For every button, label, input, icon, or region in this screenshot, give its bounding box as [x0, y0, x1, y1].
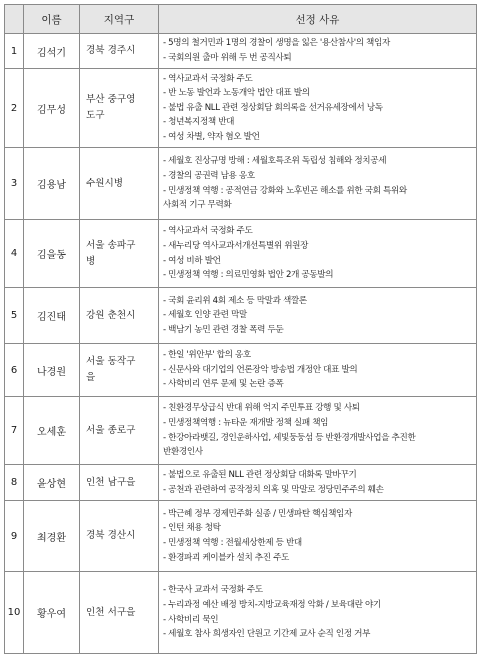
selection-table — [4, 4, 477, 654]
reason-line: - 국회의원 출마 위해 두 번 공직사퇴 — [163, 53, 292, 63]
header-number — [5, 5, 24, 34]
reason-line: - 인턴 채용 청탁 — [163, 523, 221, 534]
district: 인천 서구을 — [80, 572, 159, 654]
selection-reasons — [159, 344, 477, 397]
reason-line: - 한국사 교과서 국정화 주도 — [163, 585, 263, 596]
reason-line: - 국회 윤리위 4회 제소 등 막말과 색깔론 — [163, 295, 307, 306]
header-row — [5, 5, 477, 34]
legislator-name: 황우여 — [24, 572, 80, 654]
table-row — [5, 344, 477, 397]
reason-line: - 한강아라뱃길, 경인운하사업, 세빛둥둥섬 등 반환경개발사업을 추진한 — [163, 432, 416, 443]
reason-line: - 한일 '위안부' 합의 옹호 — [163, 350, 251, 361]
reason-line: - 환경파괴 케이블카 설치 추진 주도 — [163, 552, 289, 563]
reason-line: - 세월호 진상규명 방해 : 세월호특조위 독립성 침해와 정치공세 — [163, 156, 387, 167]
legislator-name: 오세훈 — [24, 397, 80, 465]
table-row — [5, 465, 477, 501]
reason-line: - 새누리당 역사교과서개선특별위 위원장 — [163, 240, 309, 251]
reason-line: 사회적 기구 무력화 — [163, 200, 232, 211]
header-region: 지역구 — [80, 5, 159, 34]
legislator-name: 김용남 — [24, 148, 80, 220]
reason-line: - 여성 차별, 약자 혐오 발언 — [163, 131, 260, 142]
selection-reasons — [159, 465, 477, 501]
table-row — [5, 34, 477, 69]
reason-line: - 역사교과서 국정화 주도 — [163, 73, 253, 84]
legislator-name: 나경원 — [24, 344, 80, 397]
row-number: 8 — [5, 465, 24, 501]
district: 서울 동작구을 — [80, 344, 159, 397]
reason-line: - 누리과정 예산 배정 방치-지방교육재정 악화 / 보육대란 야기 — [163, 599, 381, 610]
header-name: 이름 — [24, 5, 80, 34]
row-number: 1 — [5, 34, 24, 69]
district: 부산 중구영도구 — [80, 69, 159, 148]
district: 서울 종로구 — [80, 397, 159, 465]
table-row — [5, 572, 477, 654]
selection-reasons — [159, 501, 477, 572]
reason-line: - 세월호 참사 희생자인 단원고 기간제 교사 순직 인정 거부 — [163, 629, 371, 640]
reason-line: - 5명의 철거민과 1명의 경찰이 생명을 잃은 '용산참사'의 책임자 — [163, 38, 390, 49]
table-row — [5, 288, 477, 344]
table-row — [5, 501, 477, 572]
row-number: 9 — [5, 501, 24, 572]
selection-reasons — [159, 69, 477, 148]
selection-reasons — [159, 397, 477, 465]
row-number: 4 — [5, 220, 24, 288]
reason-line: - 여성 비하 발언 — [163, 255, 221, 266]
table-row — [5, 148, 477, 220]
legislator-name: 최경환 — [24, 501, 80, 572]
reason-line: - 불법 유출 NLL 관련 정상회담 회의록을 선거유세장에서 낭독 — [163, 102, 383, 113]
legislator-name: 김무성 — [24, 69, 80, 148]
reason-line: - 세월호 인양 관련 막말 — [163, 310, 247, 321]
reason-line: - 민생정책 역행 : 공적연금 강화와 노후빈곤 해소를 위한 국회 특위와 — [163, 185, 407, 196]
legislator-name: 윤상현 — [24, 465, 80, 501]
selection-reasons — [159, 288, 477, 344]
district: 경북 경주시 — [80, 34, 159, 69]
reason-line: - 사학비리 묵인 — [163, 614, 219, 625]
reason-line: - 신문사와 대기업의 언론장악 방송법 개정안 대표 발의 — [163, 364, 358, 375]
reason-line: - 청년복지정책 반대 — [163, 117, 235, 128]
reason-line: - 민생정책 역행 : 전월세상한제 등 반대 — [163, 538, 302, 548]
legislator-name: 김석기 — [24, 34, 80, 69]
row-number: 3 — [5, 148, 24, 220]
district: 경북 경산시 — [80, 501, 159, 572]
selection-reasons — [159, 148, 477, 220]
row-number: 10 — [5, 572, 24, 654]
row-number: 7 — [5, 397, 24, 465]
table-row — [5, 220, 477, 288]
legislator-name: 김을동 — [24, 220, 80, 288]
page — [4, 4, 476, 654]
selection-reasons — [159, 34, 477, 69]
header-reasons: 선정 사유 — [159, 5, 477, 34]
selection-reasons — [159, 220, 477, 288]
row-number: 5 — [5, 288, 24, 344]
row-number: 6 — [5, 344, 24, 397]
reason-line: - 사학비리 연루 문제 및 논란 증폭 — [163, 379, 284, 390]
reason-line: - 불법으로 유출된 NLL 관련 정상회담 대화록 말바꾸기 — [163, 469, 357, 480]
reason-line: - 역사교과서 국정화 주도 — [163, 226, 253, 237]
table-body — [5, 34, 477, 654]
district: 인천 남구을 — [80, 465, 159, 501]
table-row — [5, 69, 477, 148]
selection-reasons — [159, 572, 477, 654]
reason-line: - 민생정책역행 : 뉴타운 재개발 정책 실패 책임 — [163, 417, 329, 428]
reason-line: - 반 노동 발언과 노동개악 법안 대표 발의 — [163, 88, 310, 99]
reason-line: - 박근혜 정부 경제민주화 실종 / 민생파탄 핵심책임자 — [163, 508, 352, 519]
reason-line: - 민생정책 역행 : 의료민영화 법안 2개 공동발의 — [163, 270, 334, 281]
district: 서울 송파구병 — [80, 220, 159, 288]
reason-line: - 친환경무상급식 반대 위해 억지 주민투표 강행 및 사퇴 — [163, 403, 360, 414]
district: 강원 춘천시 — [80, 288, 159, 344]
reason-line: - 공천과 관련하여 공작정치 의혹 및 막말로 정당민주주의 훼손 — [163, 484, 384, 495]
row-number: 2 — [5, 69, 24, 148]
reason-line: - 경찰의 공권력 남용 옹호 — [163, 170, 255, 181]
reason-line: - 백남기 농민 관련 경찰 폭력 두둔 — [163, 324, 284, 335]
district: 수원시병 — [80, 148, 159, 220]
legislator-name: 김진태 — [24, 288, 80, 344]
table-row — [5, 397, 477, 465]
reason-line: 반환경인사 — [163, 447, 203, 458]
